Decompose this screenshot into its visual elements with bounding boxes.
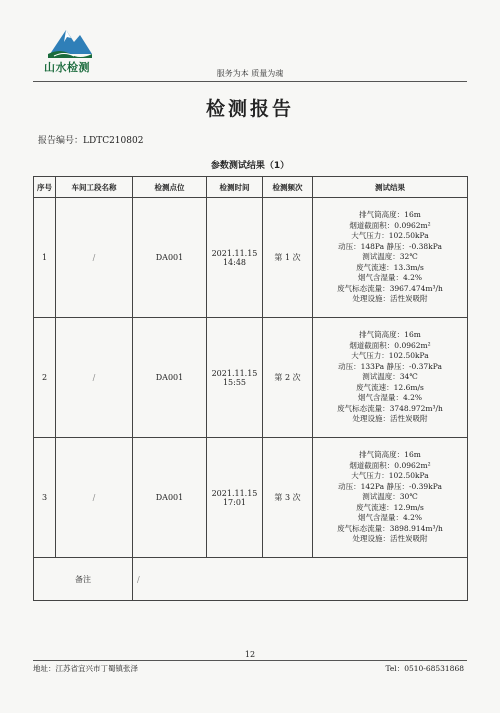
cell-clock-text: 14:48 — [222, 257, 247, 267]
result-facility: 处理设施：活性炭吸附 — [352, 294, 428, 304]
cell-workshop: / — [56, 198, 133, 318]
header-seq: 序号 — [34, 177, 56, 198]
cell-clock-text: 15:55 — [222, 377, 247, 387]
table-caption: 参数测试结果（1） — [210, 161, 290, 171]
cell-results — [313, 438, 468, 558]
result-moisture: 烟气含湿量：4.2% — [357, 393, 423, 403]
result-duct-area: 烟道截面积：0.0962m² — [349, 220, 431, 230]
result-moisture: 烟气含湿量：4.2% — [357, 513, 423, 523]
result-std-flow: 废气标态流量：3748.972m³/h — [337, 403, 443, 413]
cell-date-text: 2021.11.15 — [211, 488, 258, 498]
result-atm-pressure: 大气压力：102.50kPa — [351, 231, 429, 241]
cell-workshop: / — [56, 318, 133, 438]
result-facility: 处理设施：活性炭吸附 — [352, 414, 428, 424]
cell-clock-text: 17:01 — [222, 497, 247, 507]
cell-time — [207, 438, 263, 558]
cell-frequency: 第 1 次 — [263, 198, 313, 318]
header-point: 检测点位 — [133, 177, 207, 198]
cell-point: DA001 — [133, 438, 207, 558]
cell-seq: 3 — [34, 438, 56, 558]
page-number: 12 — [244, 650, 256, 659]
result-stack-height: 排气筒高度：16m — [359, 450, 421, 460]
table-header-row — [34, 177, 468, 198]
slogan: 服务为本 质量为魂 — [216, 69, 284, 78]
cell-point: DA001 — [133, 318, 207, 438]
footer-divider — [33, 660, 467, 661]
cell-date-text: 2021.11.15 — [211, 368, 258, 378]
result-moisture: 烟气含湿量：4.2% — [357, 273, 423, 283]
result-flow-speed: 废气流速：12.6m/s — [356, 382, 424, 392]
header-frequency: 检测频次 — [263, 177, 313, 198]
remark-row — [34, 558, 468, 601]
result-std-flow: 废气标态流量：3967.474m³/h — [337, 283, 443, 293]
result-pressures: 动压：148Pa 静压：-0.38kPa — [338, 241, 442, 251]
result-temperature: 测试温度：34℃ — [362, 372, 418, 382]
footer-telephone: Tel：0510-68531868 — [385, 664, 464, 673]
results-table — [33, 176, 468, 601]
result-pressures: 动压：142Pa 静压：-0.39kPa — [338, 481, 442, 491]
cell-date-text: 2021.11.15 — [211, 248, 258, 258]
result-flow-speed: 废气流速：12.9m/s — [356, 502, 424, 512]
result-duct-area: 烟道截面积：0.0962m² — [349, 340, 431, 350]
result-std-flow: 废气标态流量：3898.914m³/h — [337, 523, 443, 533]
cell-frequency: 第 3 次 — [263, 438, 313, 558]
remark-value: / — [133, 558, 468, 601]
cell-workshop: / — [56, 438, 133, 558]
cell-seq: 1 — [34, 198, 56, 318]
cell-results — [313, 318, 468, 438]
table-row — [34, 318, 468, 438]
result-atm-pressure: 大气压力：102.50kPa — [351, 351, 429, 361]
cell-results — [313, 198, 468, 318]
header-time: 检测时间 — [207, 177, 263, 198]
result-flow-speed: 废气流速：13.3m/s — [356, 262, 424, 272]
result-stack-height: 排气筒高度：16m — [359, 210, 421, 220]
result-pressures: 动压：133Pa 静压：-0.37kPa — [338, 361, 442, 371]
report-number: 报告编号：LDTC210802 — [38, 136, 144, 146]
header-results: 测试结果 — [313, 177, 468, 198]
header-workshop: 车间工段名称 — [56, 177, 133, 198]
page-title: 检测报告 — [205, 98, 294, 120]
cell-time — [207, 318, 263, 438]
table-row — [34, 198, 468, 318]
cell-time — [207, 198, 263, 318]
result-facility: 处理设施：活性炭吸附 — [352, 534, 428, 544]
cell-frequency: 第 2 次 — [263, 318, 313, 438]
result-atm-pressure: 大气压力：102.50kPa — [351, 471, 429, 481]
cell-point: DA001 — [133, 198, 207, 318]
footer-address: 地址：江苏省宜兴市丁蜀镇张泽 — [33, 664, 138, 673]
header-divider — [33, 81, 467, 82]
result-temperature: 测试温度：30℃ — [362, 492, 418, 502]
mountain-water-logo-icon — [44, 24, 96, 58]
result-temperature: 测试温度：32℃ — [362, 252, 418, 262]
logo-text: 山水检测 — [44, 61, 90, 74]
cell-seq: 2 — [34, 318, 56, 438]
remark-label: 备注 — [34, 558, 133, 601]
table-row — [34, 438, 468, 558]
result-duct-area: 烟道截面积：0.0962m² — [349, 460, 431, 470]
result-stack-height: 排气筒高度：16m — [359, 330, 421, 340]
